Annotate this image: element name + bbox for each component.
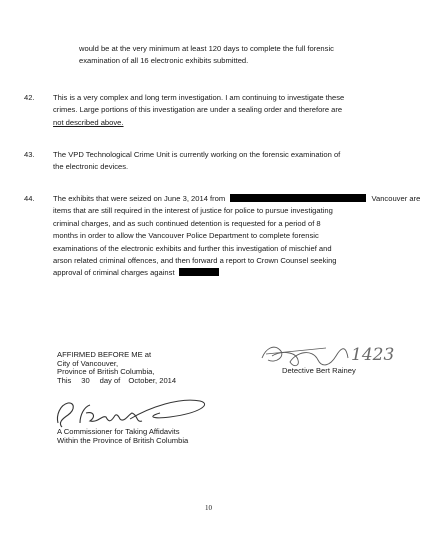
continuation-line: would be at the very minimum at least 120 days to complete the full forensic <box>79 44 334 53</box>
paragraph-line: not described above. <box>53 117 124 127</box>
paragraph-42 <box>53 92 393 129</box>
paragraph-line: months in order to allow the Vancouver Police Department to complete forensic <box>53 231 319 241</box>
commissioner-line: Within the Province of British Columbia <box>57 435 189 445</box>
page-number: 10 <box>205 504 212 512</box>
paragraph-text: approval of criminal charges against <box>53 268 175 278</box>
paragraph-text: The exhibits that were seized on June 3, 2014 from <box>53 194 226 203</box>
paragraph-line <box>53 267 393 279</box>
signature-handwriting: 1423 <box>351 345 395 365</box>
paragraph-line: examinations of the electronic exhibits and further this investigation of mischief and <box>53 243 332 253</box>
paragraph-number: 43. <box>24 150 35 159</box>
affirmation-date-line <box>57 377 176 386</box>
paragraph-43 <box>53 149 393 174</box>
continuation-line: examination of all 16 electronic exhibits submitted. <box>79 56 249 66</box>
paragraph-line: the electronic devices. <box>53 162 129 172</box>
paragraph-line: items that are still required in the interest of justice for police to pursue investigating <box>53 206 333 216</box>
date-month-year: October, 2014 <box>128 375 177 385</box>
paragraph-line: The VPD Technological Crime Unit is currently working on the forensic examination of <box>53 150 341 159</box>
paragraph-number: 44. <box>24 194 35 203</box>
affirmation-block <box>57 351 176 385</box>
paragraph-line: arson related criminal offences, and then forward a report to Crown Counsel seeking <box>53 256 337 266</box>
affirmation-line: City of Vancouver, <box>57 358 119 368</box>
affirmation-line: Province of British Columbia, <box>57 367 155 377</box>
affirmation-line: AFFIRMED BEFORE ME at <box>57 350 152 359</box>
paragraph-line <box>53 193 421 205</box>
paragraph-text: Vancouver are <box>371 194 421 203</box>
date-day: 30 <box>81 375 90 385</box>
redaction-box <box>179 268 219 276</box>
commissioner-block <box>57 428 188 445</box>
paragraph-number: 42. <box>24 93 35 102</box>
commissioner-line: A Commissioner for Taking Affidavits <box>57 427 180 436</box>
detective-name: Detective Bert Rainey <box>282 366 356 375</box>
date-day-of: day of <box>99 375 121 385</box>
paragraph-44 <box>53 193 421 280</box>
date-this: This <box>57 375 72 385</box>
redaction-box <box>230 194 366 202</box>
paragraph-line: This is a very complex and long term investigation. I am continuing to investigate these <box>53 93 345 102</box>
paragraph-line: crimes. Large portions of this investigation are under a sealing order and therefore are <box>53 105 343 115</box>
continuation-text <box>79 43 419 68</box>
paragraph-line: criminal charges, and as such continued detention is requested for a period of 8 <box>53 218 321 228</box>
